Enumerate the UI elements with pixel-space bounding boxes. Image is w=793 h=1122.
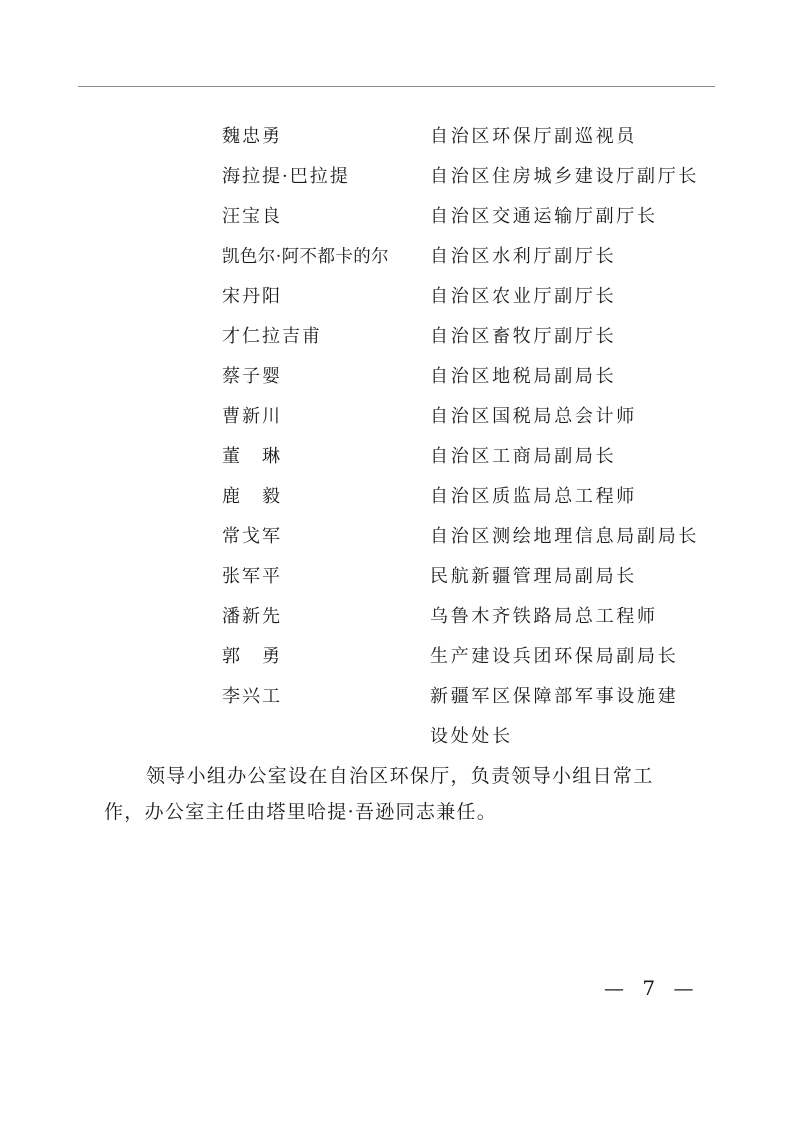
member-title: 自治区工商局副局长 [430, 446, 617, 467]
roster-row [0, 245, 793, 285]
roster-row [0, 405, 793, 445]
member-name: 李兴工 [222, 686, 282, 707]
member-name: 曹新川 [222, 406, 282, 427]
roster-row [0, 605, 793, 645]
roster-row [0, 285, 793, 325]
member-name: 汪宝良 [222, 206, 282, 227]
member-title: 生产建设兵团环保局副局长 [430, 646, 679, 667]
roster-row [0, 205, 793, 245]
member-name: 蔡子婴 [222, 366, 282, 387]
roster-row [0, 365, 793, 405]
roster-row [0, 125, 793, 165]
roster-row [0, 485, 793, 525]
member-title: 民航新疆管理局副局长 [430, 566, 637, 587]
member-title: 自治区畜牧厅副厅长 [430, 326, 617, 347]
member-name: 魏忠勇 [222, 126, 282, 147]
member-title: 自治区水利厅副厅长 [430, 246, 617, 267]
roster-row [0, 525, 793, 565]
roster-row [0, 565, 793, 605]
member-name: 董 琳 [222, 446, 282, 467]
member-name: 潘新先 [222, 606, 282, 627]
member-title: 自治区交通运输厅副厅长 [430, 206, 658, 227]
roster-row [0, 325, 793, 365]
header-rule [78, 86, 715, 87]
member-title: 乌鲁木齐铁路局总工程师 [430, 606, 658, 627]
member-title: 自治区住房城乡建设厅副厅长 [430, 166, 700, 187]
member-title: 自治区农业厅副厅长 [430, 286, 617, 307]
member-title: 自治区质监局总工程师 [430, 486, 637, 507]
member-name: 凯色尔·阿不都卡的尔 [222, 247, 390, 267]
member-title: 自治区测绘地理信息局副局长 [430, 526, 700, 547]
member-name: 宋丹阳 [222, 286, 282, 307]
roster-row [0, 685, 793, 765]
member-name: 才仁拉吉甫 [222, 326, 322, 347]
member-name: 常戈军 [222, 526, 282, 547]
member-title: 自治区地税局副局长 [430, 366, 617, 387]
member-name: 海拉提·巴拉提 [222, 166, 350, 187]
member-title: 新疆军区保障部军事设施建设处处长 [430, 686, 679, 747]
office-paragraph: 领导小组办公室设在自治区环保厅，负责领导小组日常工作，办公室主任由塔里哈提·吾逊同志兼任。 [104, 765, 654, 823]
roster-row [0, 165, 793, 205]
member-name: 鹿 毅 [222, 486, 282, 507]
member-title: 自治区国税局总会计师 [430, 406, 637, 427]
member-name: 郭 勇 [222, 646, 282, 667]
member-name: 张军平 [222, 566, 282, 587]
roster-row [0, 445, 793, 485]
member-title: 自治区环保厅副巡视员 [430, 126, 637, 147]
page-number: — 7 — [604, 976, 700, 1000]
